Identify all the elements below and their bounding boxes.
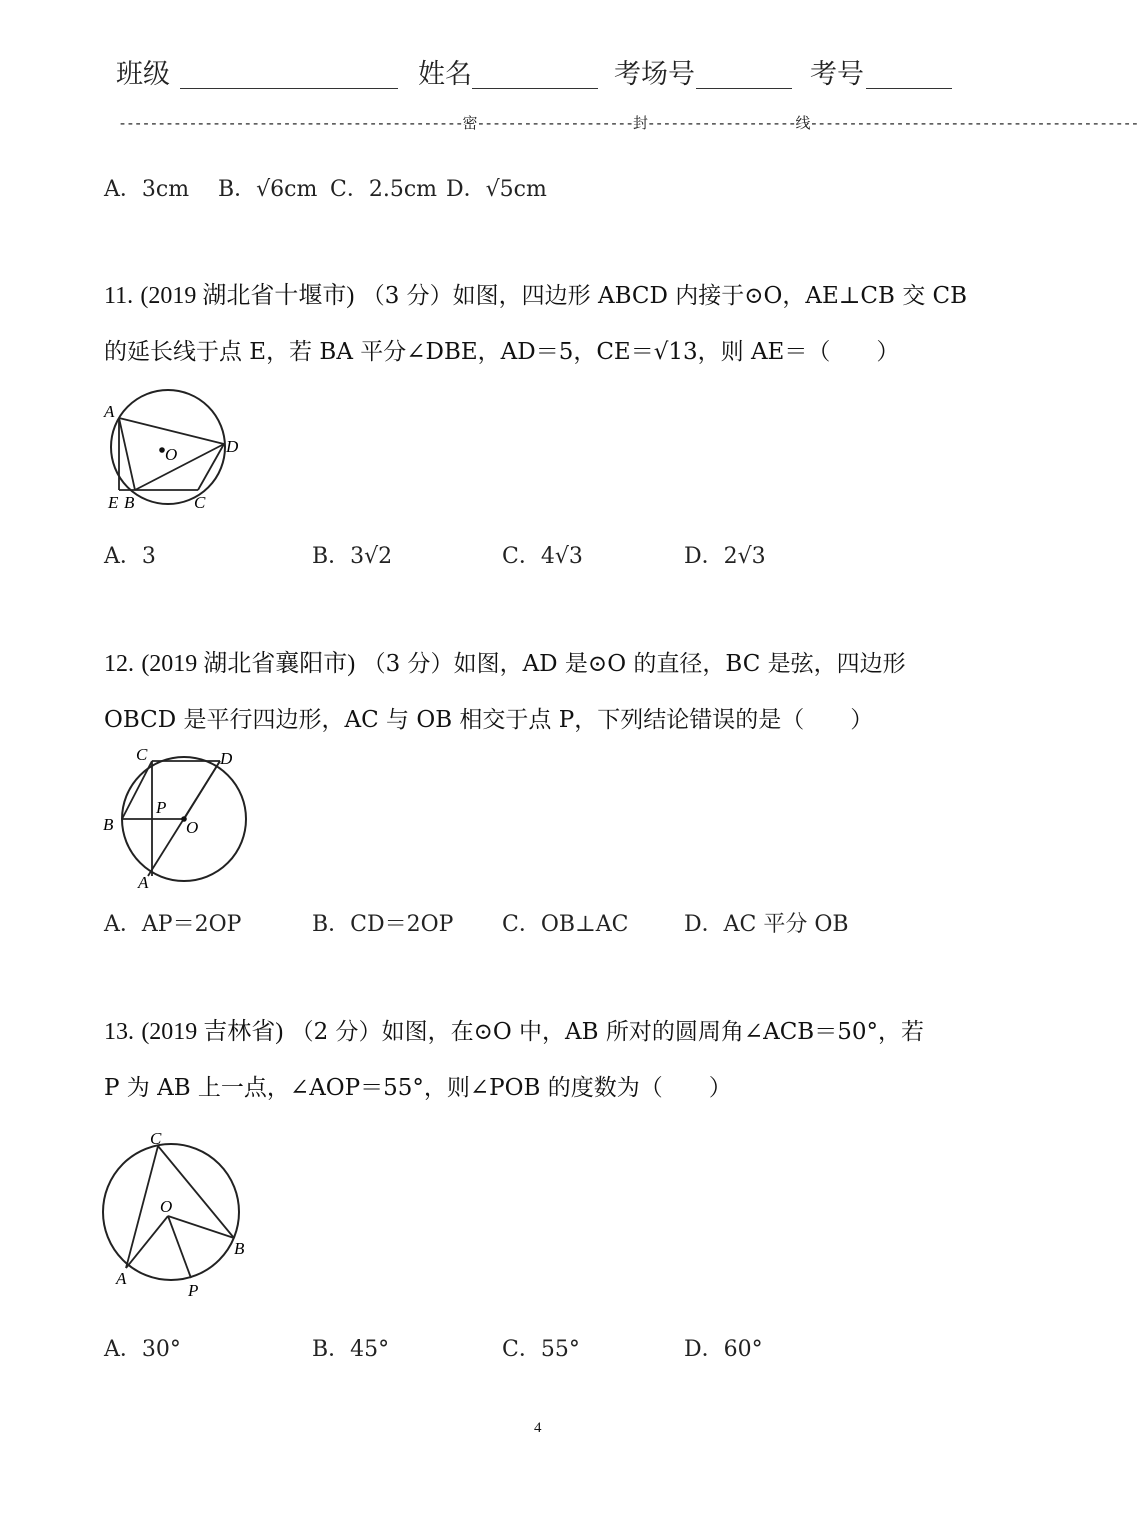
q11-line1	[104, 268, 994, 324]
number-label: 考号	[810, 59, 864, 90]
q11-label-c: C	[194, 493, 206, 512]
q11-label-a: A	[104, 402, 115, 421]
seal-line: --------------------------------------------密--------------------封-------------------线------------------------------------------	[118, 114, 1138, 132]
q13-label-o: O	[160, 1197, 173, 1216]
page-number: 4	[534, 1420, 542, 1436]
q13-option-b: B．45°	[312, 1337, 390, 1362]
q11-option-c: C．4√3	[502, 544, 583, 569]
room-label: 考场号	[614, 59, 695, 90]
q11-number: 11.	[104, 283, 134, 309]
q12-option-c: C．OB⊥AC	[502, 912, 629, 937]
q11-option-a: A．3	[104, 544, 156, 569]
name-blank[interactable]	[472, 60, 598, 89]
q13-option-c: C．55°	[502, 1337, 580, 1362]
q13-figure	[96, 1126, 256, 1306]
q11-stem-2: 的延长线于点 E，若 BA 平分∠DBE，AD＝5，CE＝√13，则 AE＝（ ）	[104, 339, 900, 365]
q13-score: （2 分）	[290, 1019, 382, 1045]
q12-source: (2019 湖北省襄阳市)	[141, 651, 356, 677]
q13-option-a: A．30°	[104, 1337, 181, 1362]
q13-label-a: A	[116, 1269, 127, 1288]
q12-number: 12.	[104, 651, 134, 677]
q13-option-d: D．60°	[684, 1337, 763, 1362]
q12-stem-1: 如图，AD 是⊙O 的直径，BC 是弦，四边形	[453, 651, 906, 677]
q13-label-c: C	[150, 1129, 162, 1148]
q12-label-p: P	[156, 798, 167, 817]
q12-stem-2: OBCD 是平行四边形，AC 与 OB 相交于点 P，下列结论错误的是（ ）	[104, 707, 874, 733]
question-12	[104, 636, 994, 748]
q10-option-b: B．√6cm	[218, 177, 318, 202]
question-11	[104, 268, 994, 380]
q12-score: （3 分）	[362, 651, 454, 677]
q12-line1	[104, 636, 994, 692]
q11-score: （3 分）	[361, 283, 453, 309]
q12-option-d: D．AC 平分 OB	[684, 912, 849, 937]
q13-source: (2019 吉林省)	[141, 1019, 284, 1045]
number-blank[interactable]	[866, 60, 952, 89]
q10-option-d: D．√5cm	[446, 177, 547, 202]
room-blank[interactable]	[696, 60, 792, 89]
q10-option-c: C．2.5cm	[330, 177, 438, 202]
q12-label-a: A	[138, 873, 149, 892]
q11-label-o: O	[165, 445, 178, 464]
q12-label-c: C	[136, 745, 148, 764]
q13-number: 13.	[104, 1019, 134, 1045]
q11-option-b: B．3√2	[312, 544, 393, 569]
q13-stem-2: P 为 AB 上一点，∠AOP＝55°，则∠POB 的度数为（ ）	[104, 1075, 732, 1101]
q10-option-a: A．3cm	[104, 177, 190, 202]
q11-label-b: B	[124, 493, 135, 512]
q11-option-d: D．2√3	[684, 544, 766, 569]
q13-line1	[104, 1004, 994, 1060]
q12-figure	[100, 742, 260, 892]
q11-label-d: D	[226, 437, 239, 456]
q13-label-p: P	[188, 1281, 199, 1300]
question-13	[104, 1004, 994, 1116]
q11-stem-1: 如图，四边形 ABCD 内接于⊙O，AE⊥CB 交 CB	[452, 283, 968, 309]
name-label: 姓名	[418, 59, 472, 90]
class-blank[interactable]	[180, 60, 398, 89]
q11-label-e: E	[108, 493, 119, 512]
q12-option-b: B．CD＝2OP	[312, 912, 454, 937]
q13-label-b: B	[234, 1239, 245, 1258]
q12-label-o: O	[186, 818, 199, 837]
q12-label-b: B	[103, 815, 114, 834]
q11-source: (2019 湖北省十堰市)	[140, 283, 355, 309]
q11-figure	[100, 386, 250, 516]
q13-stem-1: 如图，在⊙O 中，AB 所对的圆周角∠ACB＝50°，若	[381, 1019, 924, 1045]
q12-label-d: D	[220, 749, 233, 768]
class-label: 班级	[116, 59, 170, 90]
q12-option-a: A．AP＝2OP	[104, 912, 242, 937]
